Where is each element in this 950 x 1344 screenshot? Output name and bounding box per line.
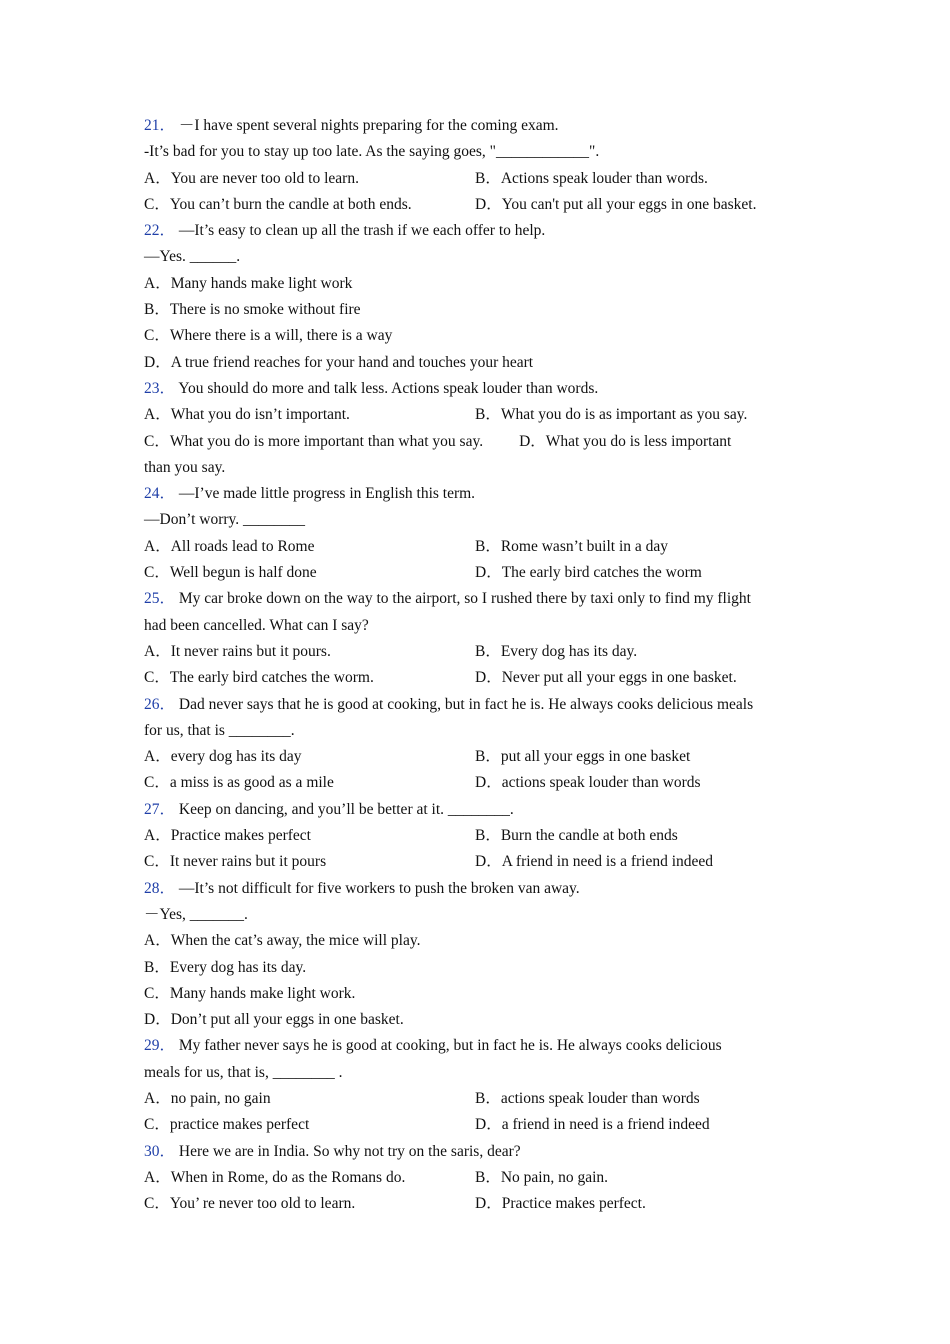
option-c[interactable]: C．Many hands make light work. (144, 984, 356, 1002)
option-a[interactable]: A．Practice makes perfect (144, 827, 311, 845)
question-number: 22． (144, 222, 176, 240)
option-b[interactable]: B．actions speak louder than words (475, 1089, 700, 1107)
exercise-page (144, 113, 804, 1217)
option-d[interactable]: D．a friend in need is a friend indeed (475, 1116, 710, 1134)
question-number: 28． (144, 879, 176, 897)
option-a[interactable]: A．It never rains but it pours. (144, 642, 331, 660)
option-d-continuation: than you say. (144, 458, 226, 476)
option-a[interactable]: A．When the cat’s away, the mice will play. (144, 932, 421, 950)
option-a[interactable]: A．What you do isn’t important. (144, 406, 350, 424)
question-text: You should do more and talk less. Actions speak louder than words. (178, 379, 599, 397)
option-d[interactable]: D．Never put all your eggs in one basket. (475, 669, 737, 687)
options-row (144, 823, 804, 849)
option-c[interactable]: C．Well begun is half done (144, 564, 317, 582)
question-29-stem (144, 1033, 804, 1059)
option-a[interactable]: A．every dog has its day (144, 748, 302, 766)
options-row (144, 429, 804, 455)
options-row (144, 1086, 804, 1112)
option-b[interactable]: B．Every dog has its day. (475, 642, 638, 660)
question-text: My car broke down on the way to the airport, so I rushed there by taxi only to find my flight (178, 590, 751, 608)
question-text: Keep on dancing, and you’ll be better at it. ________. (178, 800, 514, 818)
option-a[interactable]: A．When in Rome, do as the Romans do. (144, 1168, 406, 1186)
question-text: —It’s easy to clean up all the trash if we each offer to help. (178, 222, 546, 240)
options-row (144, 770, 804, 796)
options-row (144, 639, 804, 665)
option-a[interactable]: A．Many hands make light work (144, 274, 353, 292)
question-text: My father never says he is good at cooking, but in fact he is. He always cooks delicious (178, 1037, 722, 1055)
question-21-reply: -It’s bad for you to stay up too late. As the saying goes, "____________". (144, 143, 600, 161)
option-b[interactable]: B．Actions speak louder than words. (475, 169, 708, 187)
options-row (144, 849, 804, 875)
question-28-stem (144, 876, 804, 902)
option-d[interactable]: D．Practice makes perfect. (475, 1195, 646, 1213)
option-a[interactable]: A．All roads lead to Rome (144, 537, 315, 555)
options-row (144, 560, 804, 586)
question-text: Here we are in India. So why not try on the saris, dear? (178, 1142, 521, 1160)
question-30-stem (144, 1139, 804, 1165)
option-d[interactable]: D．Don’t put all your eggs in one basket. (144, 1011, 404, 1029)
options-row (144, 1165, 804, 1191)
option-d[interactable]: D．What you do is less important (519, 432, 732, 450)
question-29-stem-continued: meals for us, that is, ________ . (144, 1063, 343, 1081)
option-b[interactable]: B．Every dog has its day. (144, 958, 307, 976)
options-row (144, 166, 804, 192)
option-d[interactable]: D．actions speak louder than words (475, 774, 701, 792)
option-d[interactable]: D．A friend in need is a friend indeed (475, 853, 714, 871)
option-c[interactable]: C．It never rains but it pours (144, 853, 327, 871)
question-27-stem (144, 797, 804, 823)
question-26-stem-continued: for us, that is ________. (144, 721, 295, 739)
options-row (144, 665, 804, 691)
option-c[interactable]: C．The early bird catches the worm. (144, 669, 374, 687)
question-text: Dad never says that he is good at cooking, but in fact he is. He always cooks delicious meals (178, 695, 754, 713)
options-row (144, 192, 804, 218)
options-row (144, 402, 804, 428)
question-24-stem (144, 481, 804, 507)
question-26-stem (144, 692, 804, 718)
question-22-stem (144, 218, 804, 244)
option-b[interactable]: B．No pain, no gain. (475, 1168, 609, 1186)
question-number: 24． (144, 485, 176, 503)
option-b[interactable]: B．Burn the candle at both ends (475, 827, 678, 845)
question-21-stem (144, 113, 804, 139)
options-row (144, 744, 804, 770)
question-25-stem (144, 586, 804, 612)
question-number: 25． (144, 590, 176, 608)
option-a[interactable]: A．no pain, no gain (144, 1089, 271, 1107)
option-c[interactable]: C．Where there is a will, there is a way (144, 327, 393, 345)
option-b[interactable]: B．There is no smoke without fire (144, 301, 361, 319)
question-24-reply: —Don’t worry. ________ (144, 511, 306, 529)
options-row (144, 1112, 804, 1138)
option-c[interactable]: C．practice makes perfect (144, 1116, 310, 1134)
options-row (144, 534, 804, 560)
question-text: —I’ve made little progress in English this term. (178, 485, 476, 503)
option-b[interactable]: B．What you do is as important as you say. (475, 406, 748, 424)
question-number: 21． (144, 117, 176, 134)
question-22-reply: —Yes. ______. (144, 248, 241, 266)
question-text: —It’s not difficult for five workers to push the broken van away. (178, 879, 580, 897)
question-number: 30． (144, 1142, 176, 1160)
question-23-stem (144, 376, 804, 402)
option-b[interactable]: B．put all your eggs in one basket (475, 748, 691, 766)
question-number: 23． (144, 379, 176, 397)
option-a[interactable]: A．You are never too old to learn. (144, 169, 359, 187)
question-25-stem-continued: had been cancelled. What can I say? (144, 616, 369, 634)
option-c[interactable]: C．You’ re never too old to learn. (144, 1195, 356, 1213)
option-c[interactable]: C．What you do is more important than what you say. (144, 432, 484, 450)
option-d[interactable]: D．The early bird catches the worm (475, 564, 702, 582)
option-c[interactable]: C．You can’t burn the candle at both ends. (144, 195, 412, 213)
question-number: 27． (144, 800, 176, 818)
question-number: 26． (144, 695, 176, 713)
question-28-reply: －Yes, _______. (144, 905, 248, 923)
question-number: 29． (144, 1037, 176, 1055)
question-text: －I have spent several nights preparing for the coming exam. (178, 117, 559, 134)
options-row (144, 1191, 804, 1217)
option-c[interactable]: C．a miss is as good as a mile (144, 774, 334, 792)
option-d[interactable]: D．You can't put all your eggs in one basket. (475, 195, 757, 213)
option-b[interactable]: B．Rome wasn’t built in a day (475, 537, 669, 555)
option-d[interactable]: D．A true friend reaches for your hand and touches your heart (144, 353, 534, 371)
